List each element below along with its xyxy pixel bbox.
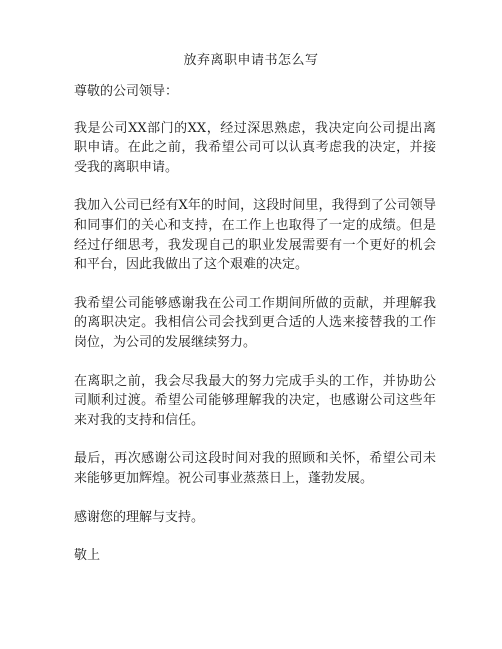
document-body [74, 82, 436, 585]
paragraph-tenure: 我加入公司已经有X年的时间，这段时间里，我得到了公司领导和同事们的关心和支持，在工作上也取得了一定的成绩。但是经过仔细思考，我发现自己的职业发展需要有一个更好的机会和平台，因此我做出了这个艰难的决定。 [74, 198, 436, 273]
document-title: 放弃离职申请书怎么写 [183, 53, 319, 68]
paragraph-handover: 在离职之前，我会尽我最大的努力完成手头的工作，并协助公司顺利过渡。希望公司能够理解我的决定，也感谢公司这些年来对我的支持和信任。 [74, 373, 436, 428]
salutation: 尊敬的公司领导： [74, 84, 179, 99]
paragraph-gratitude: 我希望公司能够感谢我在公司工作期间所做的贡献，并理解我的离职决定。我相信公司会找到更合适的人选来接替我的工作岗位，为公司的发展继续努力。 [74, 295, 436, 350]
paragraph-intro: 我是公司XX部门的XX，经过深思熟虑，我决定向公司提出离职申请。在此之前，我希望公司可以认真考虑我的决定，并接受我的离职申请。 [74, 120, 436, 175]
paragraph-thanks-support: 感谢您的理解与支持。 [74, 509, 205, 525]
paragraph-final-thanks: 最后，再次感谢公司这段时间对我的照顾和关怀，希望公司未来能够更加辉煌。祝公司事业蒸蒸日上，蓬勃发展。 [74, 451, 436, 486]
closing: 敬上 [74, 548, 101, 564]
